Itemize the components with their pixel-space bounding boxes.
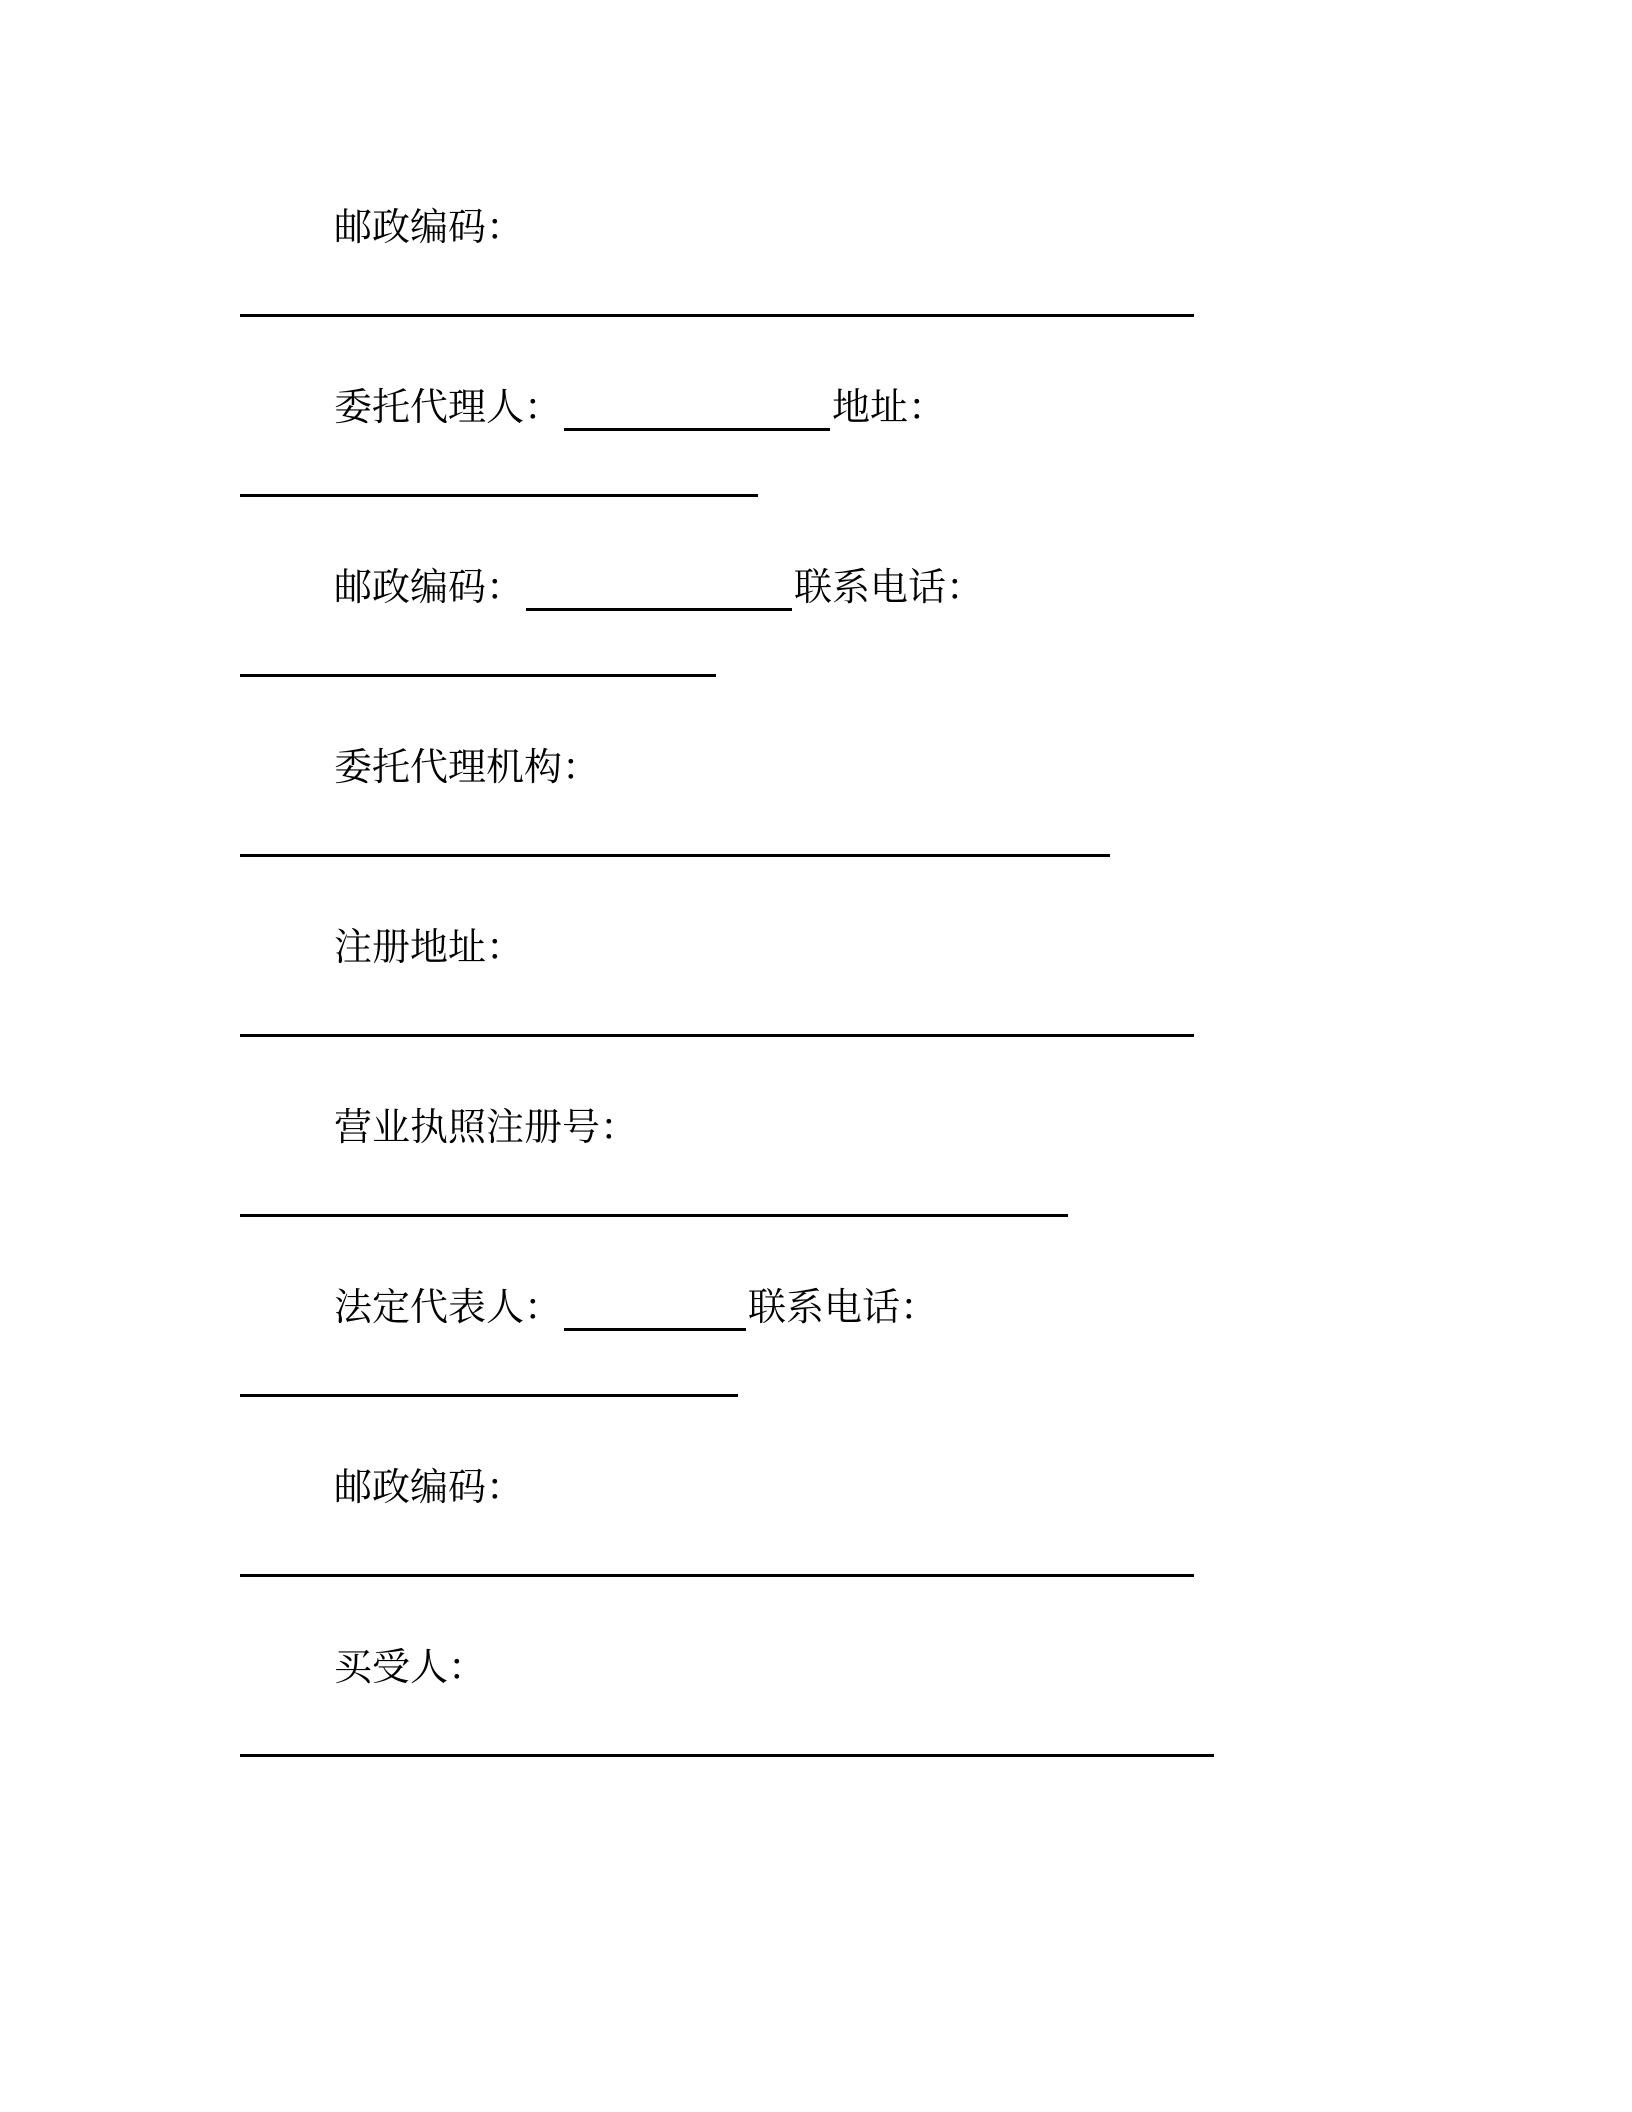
fill-in-rule bbox=[240, 1754, 1214, 1757]
field-label: 委托代理人： bbox=[334, 385, 563, 429]
fill-in-rule bbox=[240, 854, 1110, 857]
field-label: 邮政编码： bbox=[334, 205, 525, 249]
form-line-legal-rep-phone bbox=[334, 1265, 1574, 1331]
form-line-agency bbox=[334, 725, 1574, 791]
fill-in-blank bbox=[564, 388, 830, 431]
fill-in-rule bbox=[240, 494, 758, 497]
fill-in-rule bbox=[240, 674, 716, 677]
fill-in-rule bbox=[240, 1574, 1194, 1577]
form-line-registered-address bbox=[334, 905, 1574, 971]
field-label-2: 联系电话： bbox=[794, 565, 985, 609]
field-label: 法定代表人： bbox=[334, 1285, 563, 1329]
form-line-license-number bbox=[334, 1085, 1574, 1151]
form-line-postal-code-2 bbox=[334, 1445, 1574, 1511]
field-label: 委托代理机构： bbox=[334, 745, 601, 789]
field-label: 买受人： bbox=[334, 1645, 487, 1689]
fill-in-rule bbox=[240, 314, 1194, 317]
form-line-postal-code-1 bbox=[334, 185, 1574, 251]
field-label: 注册地址： bbox=[334, 925, 525, 969]
form-line-agent-address bbox=[334, 365, 1574, 431]
fill-in-rule bbox=[240, 1394, 738, 1397]
field-label: 邮政编码： bbox=[334, 565, 525, 609]
field-label-2: 联系电话： bbox=[748, 1285, 939, 1329]
fill-in-blank bbox=[564, 1288, 746, 1331]
fill-in-blank bbox=[526, 568, 792, 611]
fill-in-rule bbox=[240, 1214, 1068, 1217]
form-line-buyer bbox=[334, 1625, 1574, 1691]
field-label: 邮政编码： bbox=[334, 1465, 525, 1509]
form-line-postal-phone bbox=[334, 545, 1574, 611]
field-label-2: 地址： bbox=[832, 385, 947, 429]
fill-in-rule bbox=[240, 1034, 1194, 1037]
field-label: 营业执照注册号： bbox=[334, 1105, 639, 1149]
